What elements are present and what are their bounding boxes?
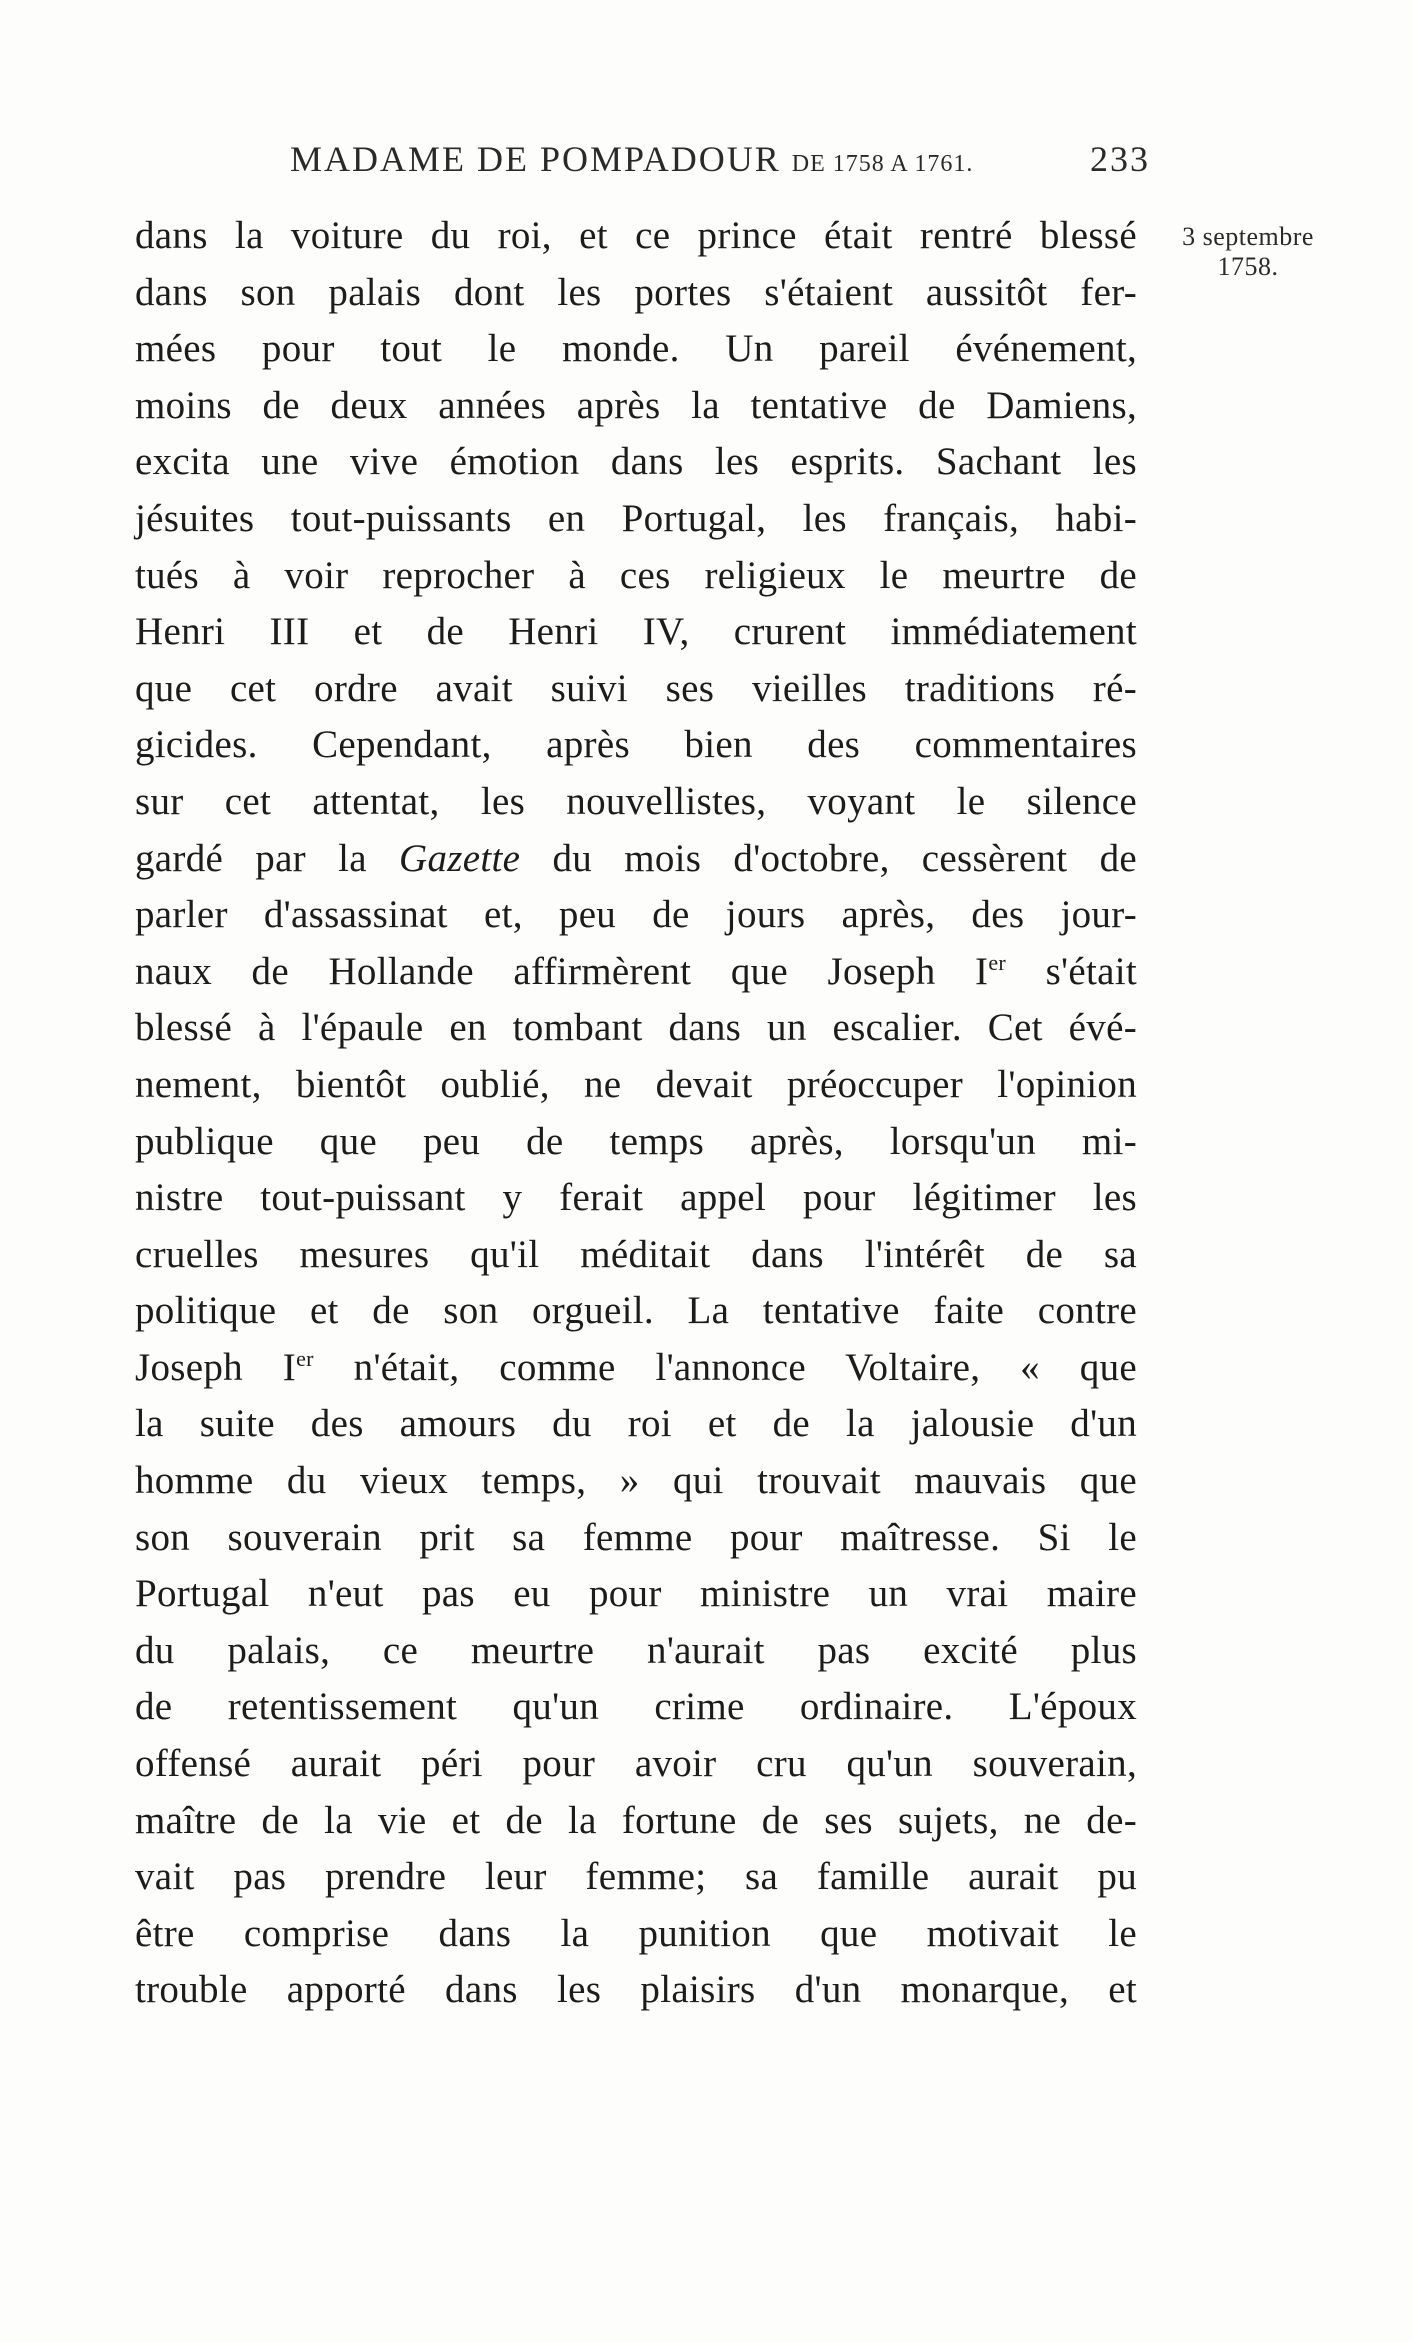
text-line: Joseph Ier n'était, comme l'annonce Voltaire, « que [135,1345,1137,1389]
text-line: Henri III et de Henri IV, crurent immédiatement [135,610,1137,654]
text-line: nistre tout-puissant y ferait appel pour légitimer les [135,1176,1137,1220]
text-line: son souverain prit sa femme pour maîtresse. Si le [135,1515,1137,1559]
page-number: 233 [1090,139,1150,179]
margin-note-line: 1758. [1217,252,1279,281]
text-line: maître de la vie et de la fortune de ses sujets, ne de- [135,1798,1137,1842]
text-line: cruelles mesures qu'il méditait dans l'intérêt de sa [135,1232,1137,1276]
text-line: publique que peu de temps après, lorsqu'un mi- [135,1119,1137,1163]
text-line: parler d'assassinat et, peu de jours après, des jour- [135,893,1137,937]
text-line: offensé aurait péri pour avoir cru qu'un souverain, [135,1742,1137,1786]
running-title: MADAME DE POMPADOUR DE 1758 A 1761. [290,139,974,179]
text-line: sur cet attentat, les nouvellistes, voyant le silence [135,779,1137,823]
text-line: du palais, ce meurtre n'aurait pas excité plus [135,1628,1137,1672]
text-line: Portugal n'eut pas eu pour ministre un vrai maire [135,1572,1137,1616]
text-line: tués à voir reprocher à ces religieux le meurtre de [135,553,1137,597]
margin-date-note [1168,222,1328,282]
text-line: homme du vieux temps, » qui trouvait mauvais que [135,1459,1137,1503]
text-line: politique et de son orgueil. La tentative faite contre [135,1289,1137,1333]
margin-note-line: 3 septembre [1182,222,1314,251]
running-head [290,138,1150,188]
text-line: gicides. Cependant, après bien des commentaires [135,723,1137,767]
text-line: mées pour tout le monde. Un pareil événement, [135,327,1137,371]
text-line: blessé à l'épaule en tombant dans un escalier. Cet évé- [135,1006,1137,1050]
text-line: dans la voiture du roi, et ce prince était rentré blessé [135,214,1137,257]
text-line: nement, bientôt oublié, ne devait préoccuper l'opinion [135,1062,1137,1106]
gazette-title: Gazette [399,836,521,880]
text-line: jésuites tout-puissants en Portugal, les français, habi- [135,496,1137,540]
text-line: de retentissement qu'un crime ordinaire. L'époux [135,1685,1137,1729]
text-line: naux de Hollande affirmèrent que Joseph Ier s'était [135,949,1137,993]
text-line: gardé par la Gazette du mois d'octobre, cessèrent de [135,836,1137,880]
text-line: trouble apporté dans les plaisirs d'un monarque, et [135,1968,1137,2012]
text-line: être comprise dans la punition que motivait le [135,1911,1137,1955]
text-line: que cet ordre avait suivi ses vieilles traditions ré- [135,666,1137,710]
text-line: moins de deux années après la tentative de Damiens, [135,383,1137,427]
text-line: excita une vive émotion dans les esprits. Sachant les [135,440,1137,484]
body-text [135,208,1137,2019]
text-line: dans son palais dont les portes s'étaient aussitôt fer- [135,270,1137,314]
text-line: vait pas prendre leur femme; sa famille aurait pu [135,1855,1137,1899]
text-line: la suite des amours du roi et de la jalousie d'un [135,1402,1137,1446]
